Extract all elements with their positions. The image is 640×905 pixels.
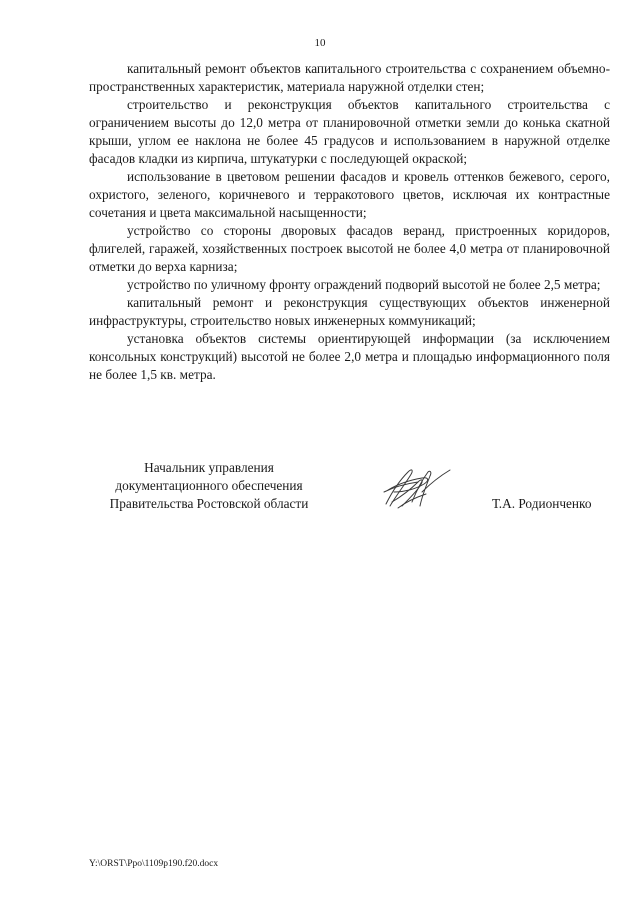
signer-name: Т.А. Родионченко bbox=[492, 496, 592, 511]
position-line: Правительства Ростовской области bbox=[109, 496, 309, 511]
document-body bbox=[89, 60, 610, 384]
paragraph: капитальный ремонт и реконструкция существующих объектов инженерной инфраструктуры, строительство новых инженерных коммуникаций; bbox=[89, 295, 610, 328]
signatory-position bbox=[89, 459, 329, 513]
paragraph: устройство со стороны дворовых фасадов веранд, пристроенных коридоров, флигелей, гаражей, хозяйственных построек высотой не более 4,0 метра от планировочной отметки до верха карниза; bbox=[89, 223, 610, 274]
page-number: 10 bbox=[314, 37, 326, 49]
position-line: Начальник управления bbox=[144, 460, 274, 475]
paragraph: строительство и реконструкция объектов капитального строительства с ограничением высоты до 12,0 метра от планировочной отметки земли до конька скатной крыши, углом ее наклона не более 45 градусов и использованием в наружной отделке фасадов кладки из кирпича, штукатурки с последующей окраской; bbox=[89, 97, 610, 166]
paragraph: использование в цветовом решении фасадов и кровель оттенков бежевого, серого, охристого, зеленого, коричневого и терракотового цветов, исключая их контрастные сочетания и цвета максимальной насыщенности; bbox=[89, 169, 610, 220]
handwritten-signature bbox=[378, 462, 456, 517]
paragraph: устройство по уличному фронту ограждений подворий высотой не более 2,5 метра; bbox=[127, 277, 601, 292]
position-line: документационного обеспечения bbox=[115, 478, 303, 493]
paragraph: капитальный ремонт объектов капитального строительства с сохранением объемно-пространственных характеристик, материала наружной отделки стен; bbox=[89, 61, 610, 94]
paragraph: установка объектов системы ориентирующей информации (за исключением консольных конструкций) высотой не более 2,0 метра и площадью информационного поля не более 1,5 кв. метра. bbox=[89, 331, 610, 382]
file-path: Y:\ORST\Ppo\1109p190.f20.docx bbox=[89, 859, 219, 869]
